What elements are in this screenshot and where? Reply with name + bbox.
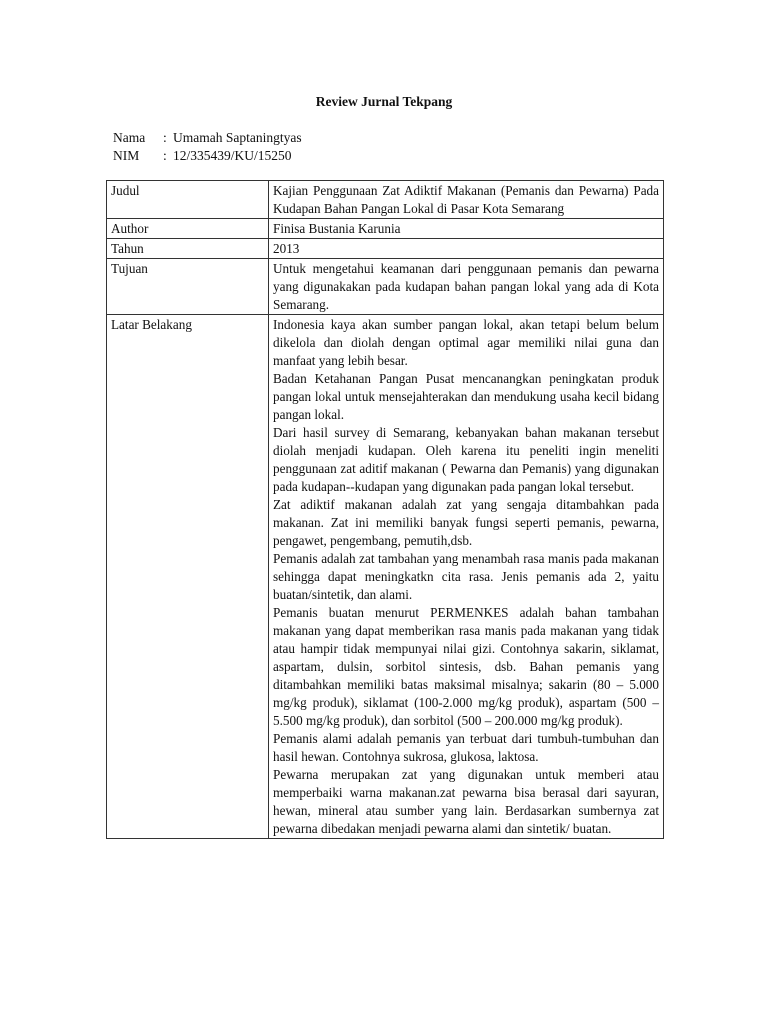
latar-paragraph: Zat adiktif makanan adalah zat yang sengaja ditambahkan pada makanan. Zat ini memiliki banyak fungsi seperti pemanis, pewarna, pengawet, pengembang, pemutih,dsb.: [273, 497, 659, 548]
latar-paragraph: Pemanis alami adalah pemanis yan terbuat dari tumbuh-tumbuhan dan hasil hewan. Contohnya sukrosa, glukosa, laktosa.: [273, 731, 659, 764]
tahun-label: Tahun: [107, 239, 269, 259]
nim-row: [113, 147, 302, 165]
name-separator: :: [163, 130, 167, 145]
latar-paragraph: Dari hasil survey di Semarang, kebanyakan bahan makanan tersebut diolah menjadi kudapan. Oleh karena itu peneliti ingin meneliti penggunaan zat aditif makanan ( Pewarna dan Pemanis) yang digunakan pada kudapan--kudapan yang digunakan pada pangan lokal tersebut.: [273, 425, 659, 494]
author-value: Finisa Bustania Karunia: [269, 219, 664, 239]
nim-separator: :: [163, 148, 167, 163]
latar-paragraph: Indonesia kaya akan sumber pangan lokal, akan tetapi belum belum dikelola dan diolah dengan optimal agar memiliki nilai guna dan manfaat yang lebih besar.: [273, 317, 659, 368]
document-title: Review Jurnal Tekpang: [315, 94, 453, 109]
table-row-latar-belakang: [107, 315, 664, 839]
author-info: [113, 129, 302, 165]
latar-belakang-content: [269, 315, 664, 839]
nim-value: 12/335439/KU/15250: [173, 148, 292, 163]
latar-belakang-label: Latar Belakang: [107, 315, 269, 839]
tujuan-value: Untuk mengetahui keamanan dari penggunaan pemanis dan pewarna yang digunakakan pada kudapan bahan pangan lokal yang ada di Kota Semarang.: [269, 259, 664, 315]
review-table: [106, 180, 664, 839]
table-row-author: [107, 219, 664, 239]
table-row-tahun: [107, 239, 664, 259]
latar-paragraph: Pemanis adalah zat tambahan yang menambah rasa manis pada makanan sehingga dapat meningkatkn cita rasa. Jenis pemanis ada 2, yaitu buatan/sintetik, dan alami.: [273, 551, 659, 602]
name-label: Nama: [113, 130, 146, 145]
judul-label: Judul: [107, 181, 269, 219]
judul-value: Kajian Penggunaan Zat Adiktif Makanan (Pemanis dan Pewarna) Pada Kudapan Bahan Pangan Lokal di Pasar Kota Semarang: [269, 181, 664, 219]
latar-paragraph: Pewarna merupakan zat yang digunakan untuk memberi atau memperbaiki warna makanan.zat pewarna bisa berasal dari sayuran, hewan, mineral atau sumber yang lain. Berdasarkan sumbernya zat pewarna dibedakan menjadi pewarna alami dan sintetik/ buatan.: [273, 767, 659, 836]
tahun-value: 2013: [269, 239, 664, 259]
author-label: Author: [107, 219, 269, 239]
name-row: [113, 129, 302, 147]
table-row-tujuan: [107, 259, 664, 315]
table-row-judul: [107, 181, 664, 219]
nim-label: NIM: [113, 148, 140, 163]
tujuan-label: Tujuan: [107, 259, 269, 315]
latar-paragraph: Badan Ketahanan Pangan Pusat mencanangkan peningkatan produk pangan lokal untuk mensejahterakan dan mendukung usaha kecil bidang pangan lokal.: [273, 371, 659, 422]
name-value: Umamah Saptaningtyas: [173, 130, 302, 145]
latar-paragraph: Pemanis buatan menurut PERMENKES adalah bahan tambahan makanan yang dapat memberikan rasa manis pada makanan yang tidak atau hampir tidak mempunyai nilai gizi. Contohnya sakarin, siklamat, aspartam, dulsin, sorbitol sintesis, dsb. Bahan pemanis yang ditambahkan memiliki batas maksimal misalnya; sakarin (80 – 5.000 mg/kg produk), siklamat (100-2.000 mg/kg produk), aspartam (500 – 5.500 mg/kg produk), dan sorbitol (500 – 200.000 mg/kg produk).: [273, 605, 659, 728]
